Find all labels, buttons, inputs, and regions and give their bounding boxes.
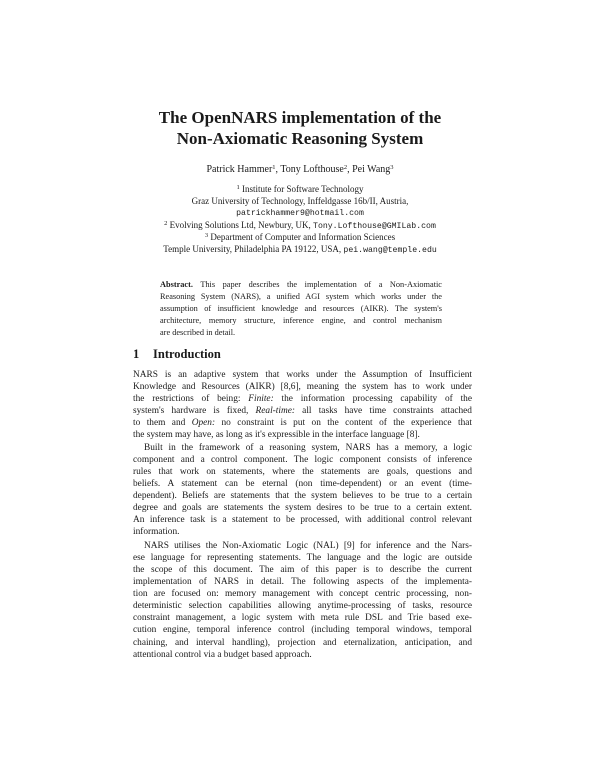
email-link[interactable]: Tony.Lofthouse@GMILab.com	[313, 221, 436, 231]
section-heading	[133, 347, 473, 362]
affiliation-3: $^3$ Department of Computer and Information Sciences	[204, 232, 396, 242]
paper-title	[0, 107, 600, 149]
email-link[interactable]: patrickhammer9@hotmail.com	[236, 209, 364, 218]
paragraph-2: Built in the framework of a reasoning system, NARS has a memory, a logic component and a control component. The logic component consists of inference rules that work on statements, where the statements are goals, questions and beliefs. A statement can be eternal (non time-dependent) or an event (time- dependent). Beliefs are statements that the system believes to be true to a certain degree and goals are statements the system desires to be true to a certain extent. An inference task is a statement to be processed, with additional control relevant information.	[133, 442, 472, 538]
abstract-label: Abstract.	[160, 280, 193, 289]
paragraph-1: NARS is an adaptive system that works under the Assumption of Insufficient Knowledge and Resources (AIKR) [8,6], meaning the system has to work under the restrictions of being: Finite: the information processing capability of the system's hardware is fixed, Real-time: all tasks have time constraints attached to them and Open: no constraint is put on the content of the experience that the system may have, as long as it's expressible in the interface language [8].	[133, 370, 473, 441]
affiliation-1: $^1$ Institute for Software Technology	[236, 184, 364, 194]
author-sup: 3	[390, 164, 394, 171]
section-number: 1	[133, 347, 140, 361]
author-name: Tony Lofthouse	[280, 164, 344, 175]
section-title: Introduction	[153, 347, 221, 361]
author-sup: 1	[272, 164, 276, 171]
title-line-1: The OpenNARS implementation of the	[158, 108, 442, 127]
title-line-2: Non-Axiomatic Reasoning System	[176, 129, 424, 148]
email-link[interactable]: pei.wang@temple.edu	[343, 245, 437, 255]
affiliation-2: $^2$ Evolving Solutions Ltd, Newbury, UK, Tony.Lofthouse@GMILab.com	[164, 219, 436, 231]
paragraph-3: NARS utilises the Non-Axiomatic Logic (NAL) [9] for inference and the Nars- ese language for representing statements. The language and the logic are outside the scope of this document. The aim of this paper is to describe the current implementation of NARS in detail. The following aspects of the implementa- tion are focused on: memory management with concept centric processing, non- deterministic selection capabilities allowing anytime-processing of tasks, resource constraint management, a logic system with meta rule DSL and Trie based exe- cution engine, temporal inference control (including temporal windows, temporal chaining, and interval handling), projection and eternalization, anticipation, and attentional control via a budget based approach.	[133, 540, 472, 660]
body-text	[133, 369, 472, 661]
author-sup: 2	[343, 164, 348, 171]
author-name: Pei Wang	[352, 164, 391, 175]
author-name: Patrick Hammer	[206, 164, 273, 175]
author-list: Patrick Hammer$^1$, Tony Lofthouse$^2$, Pei Wang$^3$	[206, 164, 394, 175]
abstract: Abstract. This paper describes the implementation of a Non-Axiomatic Reasoning System (NARS), a unified AGI system which works under the assumption of insufficient knowledge and resources (AIKR). The system's architecture, memory structure, inference engine, and control mechanism are described in detail.	[160, 280, 442, 338]
affiliations: $^1$ Institute for Software Technology Graz University of Technology, Inffeldgasse 16b/II, Austria, patrickhammer9@hotmail.com $^2$ Evolving Solutions Ltd, Newbury, UK, Tony.Lofthouse@GMILab.com $^3$ Department of Computer and Information Sciences Temple University, Philadelphia PA 19122, USA, pei.wang@temple.edu	[0, 184, 600, 256]
